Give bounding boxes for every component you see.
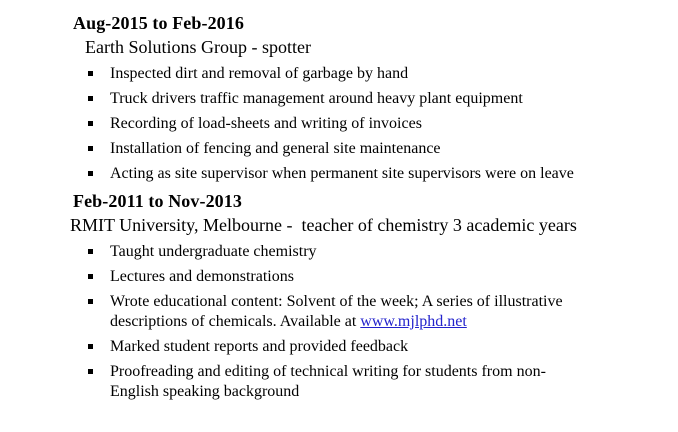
organization-role: Earth Solutions Group - spotter	[85, 37, 311, 57]
list-item	[88, 362, 638, 402]
organization-role: RMIT University, Melbourne - teacher of chemistry 3 academic years	[70, 215, 577, 235]
experience-section-teacher	[70, 189, 638, 402]
bullet-square-icon	[88, 274, 93, 279]
bullet-text: Proofreading and editing of technical writing for students from non-English speaking background	[110, 363, 546, 400]
bullet-square-icon	[88, 299, 93, 304]
list-item	[88, 64, 638, 84]
bullet-list	[73, 64, 638, 184]
bullet-text: Lectures and demonstrations	[110, 268, 294, 285]
bullet-square-icon	[88, 171, 93, 176]
list-item	[88, 89, 638, 109]
list-item	[88, 267, 638, 287]
bullet-square-icon	[88, 249, 93, 254]
list-item	[88, 164, 638, 184]
bullet-text: Taught undergraduate chemistry	[110, 243, 317, 260]
bullet-text-before-link: Wrote educational content: Solvent of the week; A series of illustrative descriptions of chemicals. Available at	[110, 293, 563, 330]
bullet-square-icon	[88, 71, 93, 76]
bullet-square-icon	[88, 121, 93, 126]
date-range-heading: Feb-2011 to Nov-2013	[73, 191, 242, 211]
list-item	[88, 114, 638, 134]
website-link[interactable]: www.mjlphd.net	[360, 313, 467, 330]
bullet-text: Marked student reports and provided feedback	[110, 338, 409, 355]
bullet-text: Acting as site supervisor when permanent site supervisors were on leave	[110, 165, 574, 182]
bullet-text	[110, 292, 590, 332]
list-item	[88, 242, 638, 262]
list-item	[88, 139, 638, 159]
list-item	[88, 292, 638, 332]
date-range-heading: Aug-2015 to Feb-2016	[73, 13, 244, 33]
bullet-square-icon	[88, 96, 93, 101]
experience-section-spotter	[73, 11, 638, 184]
bullet-square-icon	[88, 146, 93, 151]
bullet-square-icon	[88, 369, 93, 374]
list-item	[88, 337, 638, 357]
bullet-text: Recording of load-sheets and writing of invoices	[110, 115, 422, 132]
bullet-text: Truck drivers traffic management around heavy plant equipment	[110, 90, 523, 107]
bullet-text: Inspected dirt and removal of garbage by hand	[110, 65, 409, 82]
bullet-square-icon	[88, 344, 93, 349]
bullet-list	[73, 242, 638, 402]
bullet-text: Installation of fencing and general site maintenance	[110, 140, 441, 157]
